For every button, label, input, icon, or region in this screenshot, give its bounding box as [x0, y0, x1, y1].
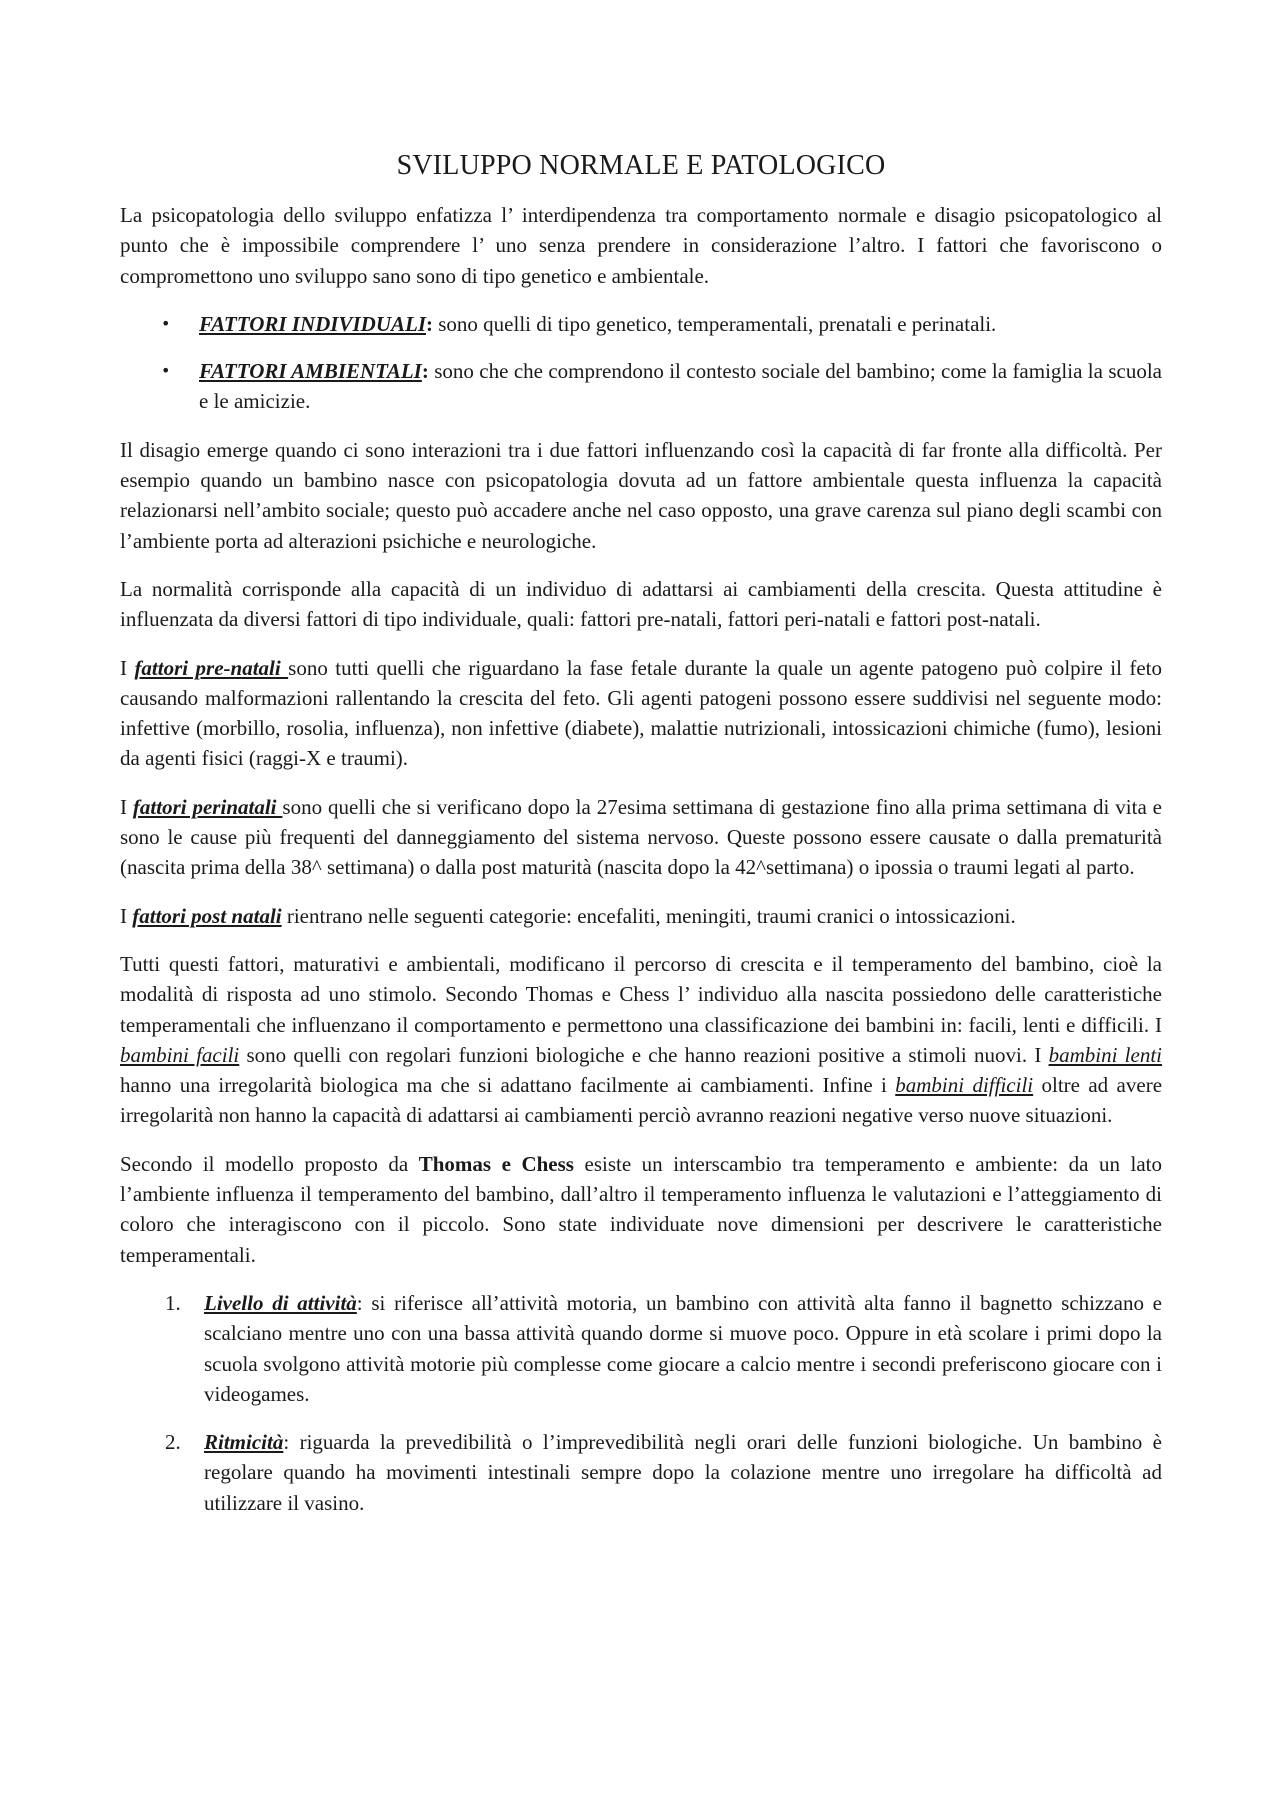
modello-paragraph — [120, 1149, 1162, 1270]
paragraph-text: Secondo il modello proposto da — [120, 1151, 419, 1176]
paragraph-text: I — [120, 903, 133, 928]
term-ritmicita: Ritmicità — [204, 1430, 284, 1455]
list-item-text: : si riferisce all’attività motoria, un bambino con attività alta fanno il bagnetto schizzano e scalciano mentre uno con una bassa attività quando dorme si muove poco. Oppure in età scolare i primi dopo la scuola svolgono attività motorie più complesse come giocare a calcio mentre i secondi preferiscono giocare con i videogames. — [204, 1290, 1163, 1406]
term-fattori-ambientali: FATTORI AMBIENTALI — [199, 359, 422, 384]
factors-list — [120, 309, 1162, 417]
temperamento-paragraph — [120, 949, 1162, 1131]
paragraph-text: esiste un interscambio tra temperamento e ambiente: da un lato l’ambiente influenza il temperamento del bambino, dall’altro il temperamento influenza le valutazioni e l’atteggiamento di coloro che interagiscono con il piccolo. Sono state individuate nove dimensioni per descrivere le caratteristiche temperamentali. — [120, 1151, 1163, 1267]
term-fattori-perinatali: fattori perinatali — [132, 794, 283, 819]
list-number: 2. — [165, 1430, 181, 1455]
disagio-paragraph: Il disagio emerge quando ci sono interazioni tra i due fattori influenzando così la capacità di far fronte alla difficoltà. Per esempio quando un bambino nasce con psicopatologia dovuta ad un fattore ambientale questa influenza la capacità relazionarsi nell’ambito sociale; questo può accadere anche nel caso opposto, una grave carenza sul piano degli scambi con l’ambiente porta ad alterazioni psichiche e neurologiche. — [120, 437, 1162, 553]
dimensions-list — [120, 1288, 1162, 1518]
paragraph-text: Tutti questi fattori, maturativi e ambientali, modificano il percorso di crescita e il temperamento del bambino, cioè la modalità di risposta ad uno stimolo. Secondo Thomas e Chess l’ individuo alla nascita possiedono delle caratteristiche temperamentali che influenzano il comportamento e permettono una classificazione dei bambini in: facili, lenti e difficili. I — [120, 951, 1162, 1037]
term-bambini-difficili: bambini difficili — [895, 1073, 1034, 1098]
intro-paragraph: La psicopatologia dello sviluppo enfatizza l’ interdipendenza tra comportamento normale e disagio psicopatologico al punto che è impossibile comprendere l’ uno senza prendere in considerazione l’altro. I fattori che favoriscono o compromettono uno sviluppo sano sono di tipo genetico e ambientale. — [120, 203, 1162, 288]
paragraph-text: sono tutti quelli che riguardano la fase fetale durante la quale un agente patogeno può colpire il feto causando malformazioni rallentando la crescita del feto. Gli agenti patogeni possono essere suddivisi nel seguente modo: infettive (morbillo, rosolia, influenza), non infettive (diabete), malattie nutrizionali, intossicazioni chimiche (fumo), lesioni da agenti fisici (raggi-X e traumi). — [120, 655, 1162, 771]
paragraph-text: I — [120, 794, 133, 819]
bullet-icon: • — [161, 313, 171, 333]
page-title: SVILUPPO NORMALE E PATOLOGICO — [396, 150, 886, 181]
term-fattori-post-natali: fattori post natali — [132, 903, 282, 928]
list-item-text: sono che che comprendono il contesto sociale del bambino; come la famiglia la scuola e le amicizie. — [199, 359, 1162, 414]
term-livello-attivita: Livello di attività — [204, 1290, 357, 1315]
list-item-text: : riguarda la prevedibilità o l’imprevedibilità negli orari delle funzioni biologiche. Un bambino è regolare quando ha movimenti intestinali sempre dopo la colazione mentre uno irregolare ha difficoltà ad utilizzare il vasino. — [204, 1430, 1162, 1515]
term-colon: : — [421, 359, 429, 384]
paragraph-text: oltre ad avere irregolarità non hanno la capacità di adattarsi ai cambiamenti perciò avranno reazioni negative verso nuove situazioni. — [120, 1073, 1163, 1128]
paragraph-text: hanno una irregolarità biologica ma che si adattano facilmente ai cambiamenti. Infine i — [120, 1073, 896, 1098]
list-item-text: sono quelli di tipo genetico, temperamentali, prenatali e perinatali. — [433, 311, 997, 336]
paragraph-text: sono quelli con regolari funzioni biologiche e che hanno reazioni positive a stimoli nuovi. I — [239, 1042, 1049, 1067]
list-number: 1. — [165, 1290, 181, 1315]
term-bambini-lenti: bambini lenti — [1048, 1042, 1162, 1067]
list-item — [120, 1427, 1162, 1518]
bullet-icon: • — [161, 361, 171, 381]
list-item — [120, 356, 1162, 417]
term-thomas-chess: Thomas e Chess — [418, 1151, 574, 1176]
term-bambini-facili: bambini facili — [120, 1042, 240, 1067]
postnatali-paragraph — [120, 901, 1162, 931]
term-colon: : — [426, 311, 433, 336]
term-fattori-individuali: FATTORI INDIVIDUALI — [199, 311, 426, 336]
normalita-paragraph: La normalità corrisponde alla capacità di un individuo di adattarsi ai cambiamenti della crescita. Questa attitudine è influenzata da diversi fattori di tipo individuale, quali: fattori pre-natali, fattori peri-natali e fattori post-natali. — [120, 576, 1162, 632]
paragraph-text: rientrano nelle seguenti categorie: encefaliti, meningiti, traumi cranici o intossicazioni. — [281, 903, 1016, 928]
paragraph-text: I — [120, 655, 135, 680]
term-fattori-pre-natali: fattori pre-natali — [134, 655, 289, 680]
prenatali-paragraph — [120, 653, 1162, 774]
list-item — [120, 1288, 1162, 1409]
list-item — [120, 309, 1162, 339]
paragraph-text: sono quelli che si verificano dopo la 27esima settimana di gestazione fino alla prima settimana di vita e sono le cause più frequenti del danneggiamento del sistema nervoso. Queste possono essere causate o dalla prematurità (nascita prima della 38^ settimana) o dalla post maturità (nascita dopo la 42^settimana) o ipossia o traumi legati al parto. — [120, 794, 1162, 880]
perinatali-paragraph — [120, 792, 1162, 883]
